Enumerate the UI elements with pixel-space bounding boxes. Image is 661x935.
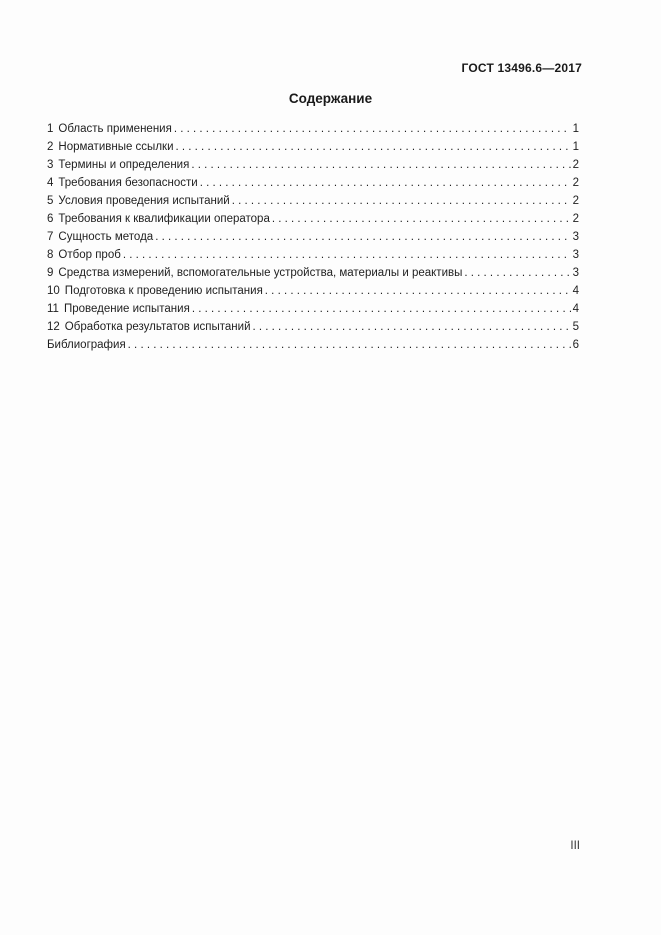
toc-entry (47, 156, 579, 174)
toc-entry-number: 11 (47, 303, 59, 315)
toc-entry-number: 10 (47, 285, 60, 297)
table-of-contents (47, 120, 579, 354)
toc-dot-leader (128, 336, 571, 354)
toc-entry-page: 4 (572, 285, 579, 297)
toc-entry-page: 1 (572, 141, 579, 153)
toc-entry (47, 210, 579, 228)
toc-entry-page: 6 (572, 339, 579, 351)
toc-entry (47, 336, 579, 354)
toc-entry-number: 2 (47, 141, 54, 153)
toc-entry-number: 6 (47, 213, 54, 225)
toc-dot-leader (232, 192, 571, 210)
toc-entry-label: Требования к квалификации оператора (58, 213, 270, 225)
toc-entry-page: 2 (572, 213, 579, 225)
toc-entry-label: Средства измерений, вспомогательные устройства, материалы и реактивы (58, 267, 463, 279)
toc-entry-page: 2 (572, 195, 579, 207)
toc-dot-leader (272, 210, 571, 228)
toc-entry (47, 246, 579, 264)
toc-entry-page: 2 (572, 177, 579, 189)
toc-entry-number: 12 (47, 321, 60, 333)
toc-entry-label: Нормативные ссылки (58, 141, 174, 153)
toc-dot-leader (174, 120, 571, 138)
toc-entry-label: Сущность метода (58, 231, 154, 243)
toc-entry-page: 3 (572, 231, 579, 243)
document-code: ГОСТ 13496.6—2017 (461, 61, 582, 75)
toc-title: Содержание (288, 91, 373, 106)
toc-dot-leader (123, 246, 571, 264)
toc-entry (47, 192, 579, 210)
toc-entry-label: Область применения (58, 123, 172, 135)
toc-dot-leader (200, 174, 571, 192)
toc-entry (47, 174, 579, 192)
toc-entry-label: Требования безопасности (58, 177, 198, 189)
toc-entry-number: 5 (47, 195, 54, 207)
toc-dot-leader (176, 138, 571, 156)
toc-dot-leader (265, 282, 571, 300)
toc-entry-label: Обработка результатов испытаний (64, 321, 251, 333)
toc-entry-label: Условия проведения испытаний (58, 195, 230, 207)
toc-entry-label: Проведение испытания (63, 303, 190, 315)
toc-entry (47, 120, 579, 138)
toc-entry-number: 8 (47, 249, 54, 261)
toc-entry-page: 3 (572, 249, 579, 261)
toc-entry-number: 9 (47, 267, 54, 279)
toc-entry (47, 138, 579, 156)
toc-entry-page: 2 (572, 159, 579, 171)
toc-dot-leader (155, 228, 570, 246)
toc-entry-label: Термины и определения (58, 159, 190, 171)
page-number: III (570, 840, 580, 852)
toc-entry-label: Отбор проб (58, 249, 121, 261)
toc-entry (47, 282, 579, 300)
toc-dot-leader (191, 156, 570, 174)
toc-entry-label: Подготовка к проведению испытания (64, 285, 263, 297)
toc-entry (47, 300, 579, 318)
toc-entry-number: 4 (47, 177, 54, 189)
toc-entry (47, 264, 579, 282)
toc-entry-page: 1 (572, 123, 579, 135)
toc-dot-leader (253, 318, 571, 336)
toc-entry-page: 3 (572, 267, 579, 279)
toc-entry-number: 7 (47, 231, 54, 243)
toc-entry (47, 318, 579, 336)
toc-entry-page: 4 (572, 303, 579, 315)
toc-entry (47, 228, 579, 246)
toc-entry-label: Библиография (47, 339, 126, 351)
toc-dot-leader (192, 300, 571, 318)
toc-dot-leader (464, 264, 570, 282)
toc-entry-number: 3 (47, 159, 54, 171)
toc-entry-page: 5 (572, 321, 579, 333)
toc-entry-number: 1 (47, 123, 54, 135)
